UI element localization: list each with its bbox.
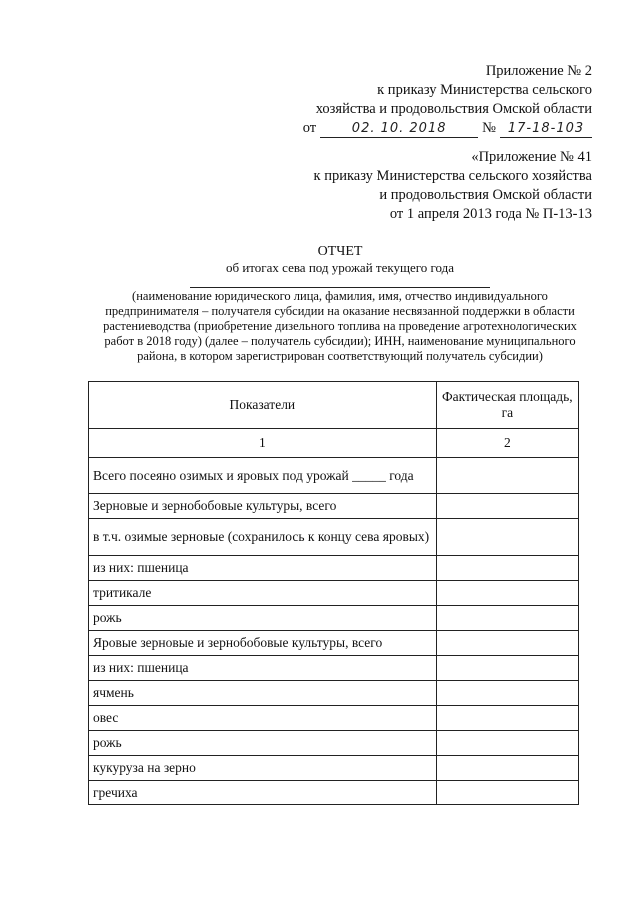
recipient-name-blank-line: [190, 287, 490, 288]
row-value-cell[interactable]: [436, 706, 578, 731]
appendix-41-title: «Приложение № 41: [471, 149, 592, 165]
row-value-cell[interactable]: [436, 756, 578, 781]
row-label: из них: пшеница: [89, 556, 437, 581]
number-label: №: [482, 120, 496, 136]
row-label: овес: [89, 706, 437, 731]
table-row: [89, 656, 579, 681]
row-value-cell[interactable]: [436, 494, 578, 519]
col-indicators-header: Показатели: [89, 382, 437, 429]
report-subtitle: об итогах сева под урожай текущего года: [225, 260, 455, 275]
table-row: [89, 581, 579, 606]
row-label: кукуруза на зерно: [89, 756, 437, 781]
row-label: тритикале: [89, 581, 437, 606]
row-value-cell[interactable]: [436, 656, 578, 681]
row-value-cell[interactable]: [436, 458, 578, 494]
table-row: [89, 556, 579, 581]
row-value-cell[interactable]: [436, 631, 578, 656]
row-label: рожь: [89, 606, 437, 631]
appendix-2-header: [303, 62, 592, 138]
row-value-cell[interactable]: [436, 581, 578, 606]
row-value-cell[interactable]: [436, 606, 578, 631]
row-value-cell[interactable]: [436, 781, 578, 805]
row-label: Зерновые и зернобобовые культуры, всего: [89, 494, 437, 519]
appendix-41-header: [314, 148, 592, 224]
report-title: ОТЧЕТ: [317, 244, 363, 259]
row-label: рожь: [89, 731, 437, 756]
table-header-row: [89, 382, 579, 429]
col-2-number: 2: [436, 429, 578, 458]
row-label: Всего посеяно озимых и яровых под урожай _____ года: [89, 458, 437, 494]
appendix-2-date-line: [303, 119, 592, 138]
row-label: Яровые зерновые и зернобобовые культуры, всего: [89, 631, 437, 656]
table-row: [89, 756, 579, 781]
row-label: гречиха: [89, 781, 437, 805]
appendix-2-line3: хозяйства и продовольствия Омской области: [315, 101, 592, 117]
table-row: [89, 519, 579, 556]
appendix-41-line3: и продовольствия Омской области: [379, 187, 592, 203]
row-label: ячмень: [89, 681, 437, 706]
appendix-41-line2: к приказу Министерства сельского хозяйства: [313, 168, 592, 184]
table-row: [89, 458, 579, 494]
recipient-note: (наименование юридического лица, фамилия, имя, отчество индивидуального предпринимателя – получателя субсидии на оказание несвязанной поддержки в области растениеводства (приобретение дизельного топлива на проведение агротехнологических работ в 2018 году) (далее – получатель субсидии); ИНН, наименование муниципального района, в котором зарегистрирован соответствующий получатель субсидии): [103, 289, 577, 363]
table-row: [89, 606, 579, 631]
report-heading: [0, 244, 640, 276]
table-row: [89, 731, 579, 756]
row-value-cell[interactable]: [436, 731, 578, 756]
sowing-results-table: [88, 381, 579, 805]
handwritten-number: 17-18-103: [507, 121, 585, 136]
row-label: в т.ч. озимые зерновые (сохранилось к концу сева яровых): [89, 519, 437, 556]
table-row: [89, 494, 579, 519]
appendix-2-title: Приложение № 2: [485, 63, 592, 79]
row-label: из них: пшеница: [89, 656, 437, 681]
row-value-cell[interactable]: [436, 519, 578, 556]
handwritten-date: 02. 10. 2018: [351, 121, 447, 136]
row-value-cell[interactable]: [436, 556, 578, 581]
table-column-numbers-row: [89, 429, 579, 458]
table-row: [89, 631, 579, 656]
row-value-cell[interactable]: [436, 681, 578, 706]
appendix-41-line4: от 1 апреля 2013 года № П-13-13: [389, 206, 592, 222]
from-label: от: [302, 120, 317, 136]
table-row: [89, 681, 579, 706]
col-1-number: 1: [89, 429, 437, 458]
col-area-header: Фактическая площадь, га: [436, 382, 578, 429]
table-row: [89, 781, 579, 805]
table-row: [89, 706, 579, 731]
appendix-2-line2: к приказу Министерства сельского: [377, 82, 592, 98]
